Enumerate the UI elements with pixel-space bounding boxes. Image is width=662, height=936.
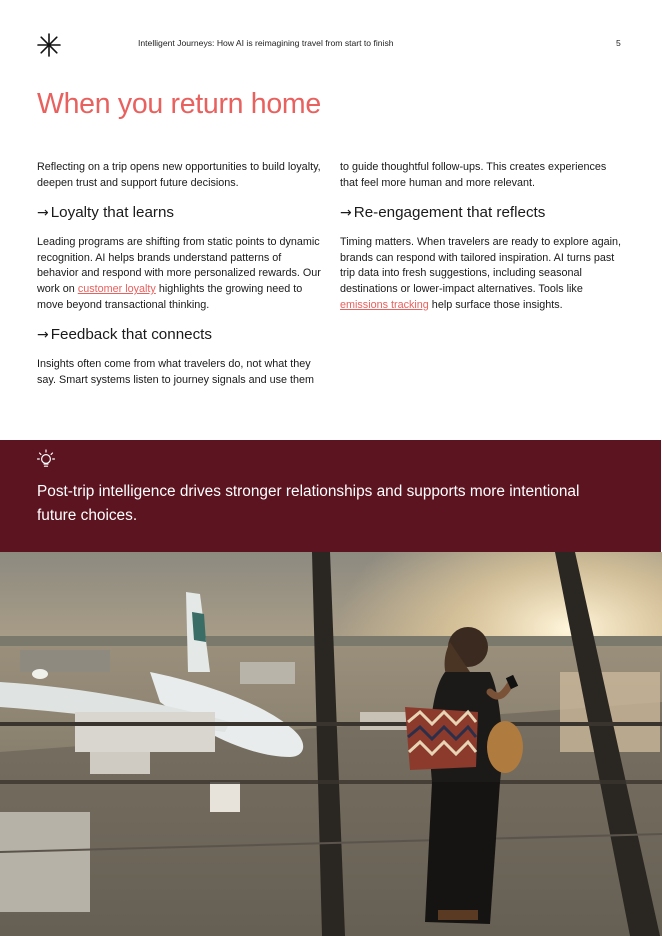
callout-banner [0, 440, 661, 552]
left-column [37, 160, 323, 388]
arrow-right-icon: → [340, 205, 352, 222]
section-heading-feedback: → Feedback that connects [37, 326, 212, 344]
arrow-right-icon: → [37, 205, 49, 222]
section-heading-reengagement: → Re-engagement that reflects [340, 204, 546, 222]
section-heading-loyalty: → Loyalty that learns [37, 204, 174, 222]
page-number: 5 [616, 38, 621, 48]
emissions-tracking-link[interactable]: emissions tracking [340, 298, 429, 311]
asterisk-logo-icon [37, 33, 61, 57]
reengagement-paragraph: Timing matters. When travelers are ready to explore again, brands can respond with tailored inspiration. AI turns past trip data into fresh suggestions, including seasonal destinations or lower-impact alternatives. Tools like emissions tracking help surface those insights. [340, 236, 622, 311]
customer-loyalty-link[interactable]: customer loyalty [77, 282, 156, 295]
airport-traveler-photo [0, 552, 662, 936]
lightbulb-icon [37, 449, 55, 469]
continuation-paragraph: to guide thoughtful follow-ups. This creates experiences that feel more human and more relevant. [340, 161, 607, 189]
running-header: Intelligent Journeys: How AI is reimagining travel from start to finish [138, 38, 394, 48]
loyalty-paragraph: Leading programs are shifting from static points to dynamic recognition. AI helps brands understand patterns of behavior and respond with more personalized rewards. Our work on customer loyalty highlights the growing need to move beyond transactional thinking. [37, 236, 321, 311]
callout-text: Post-trip intelligence drives stronger relationships and supports more intentional future choices. [37, 483, 580, 524]
page-title: When you return home [37, 88, 321, 120]
intro-paragraph: Reflecting on a trip opens new opportunities to build loyalty, deepen trust and support future decisions. [37, 161, 321, 189]
arrow-right-icon: → [37, 327, 49, 344]
feedback-paragraph: Insights often come from what travelers do, not what they say. Smart systems listen to journey signals and use them [37, 358, 315, 386]
right-column [340, 160, 626, 313]
